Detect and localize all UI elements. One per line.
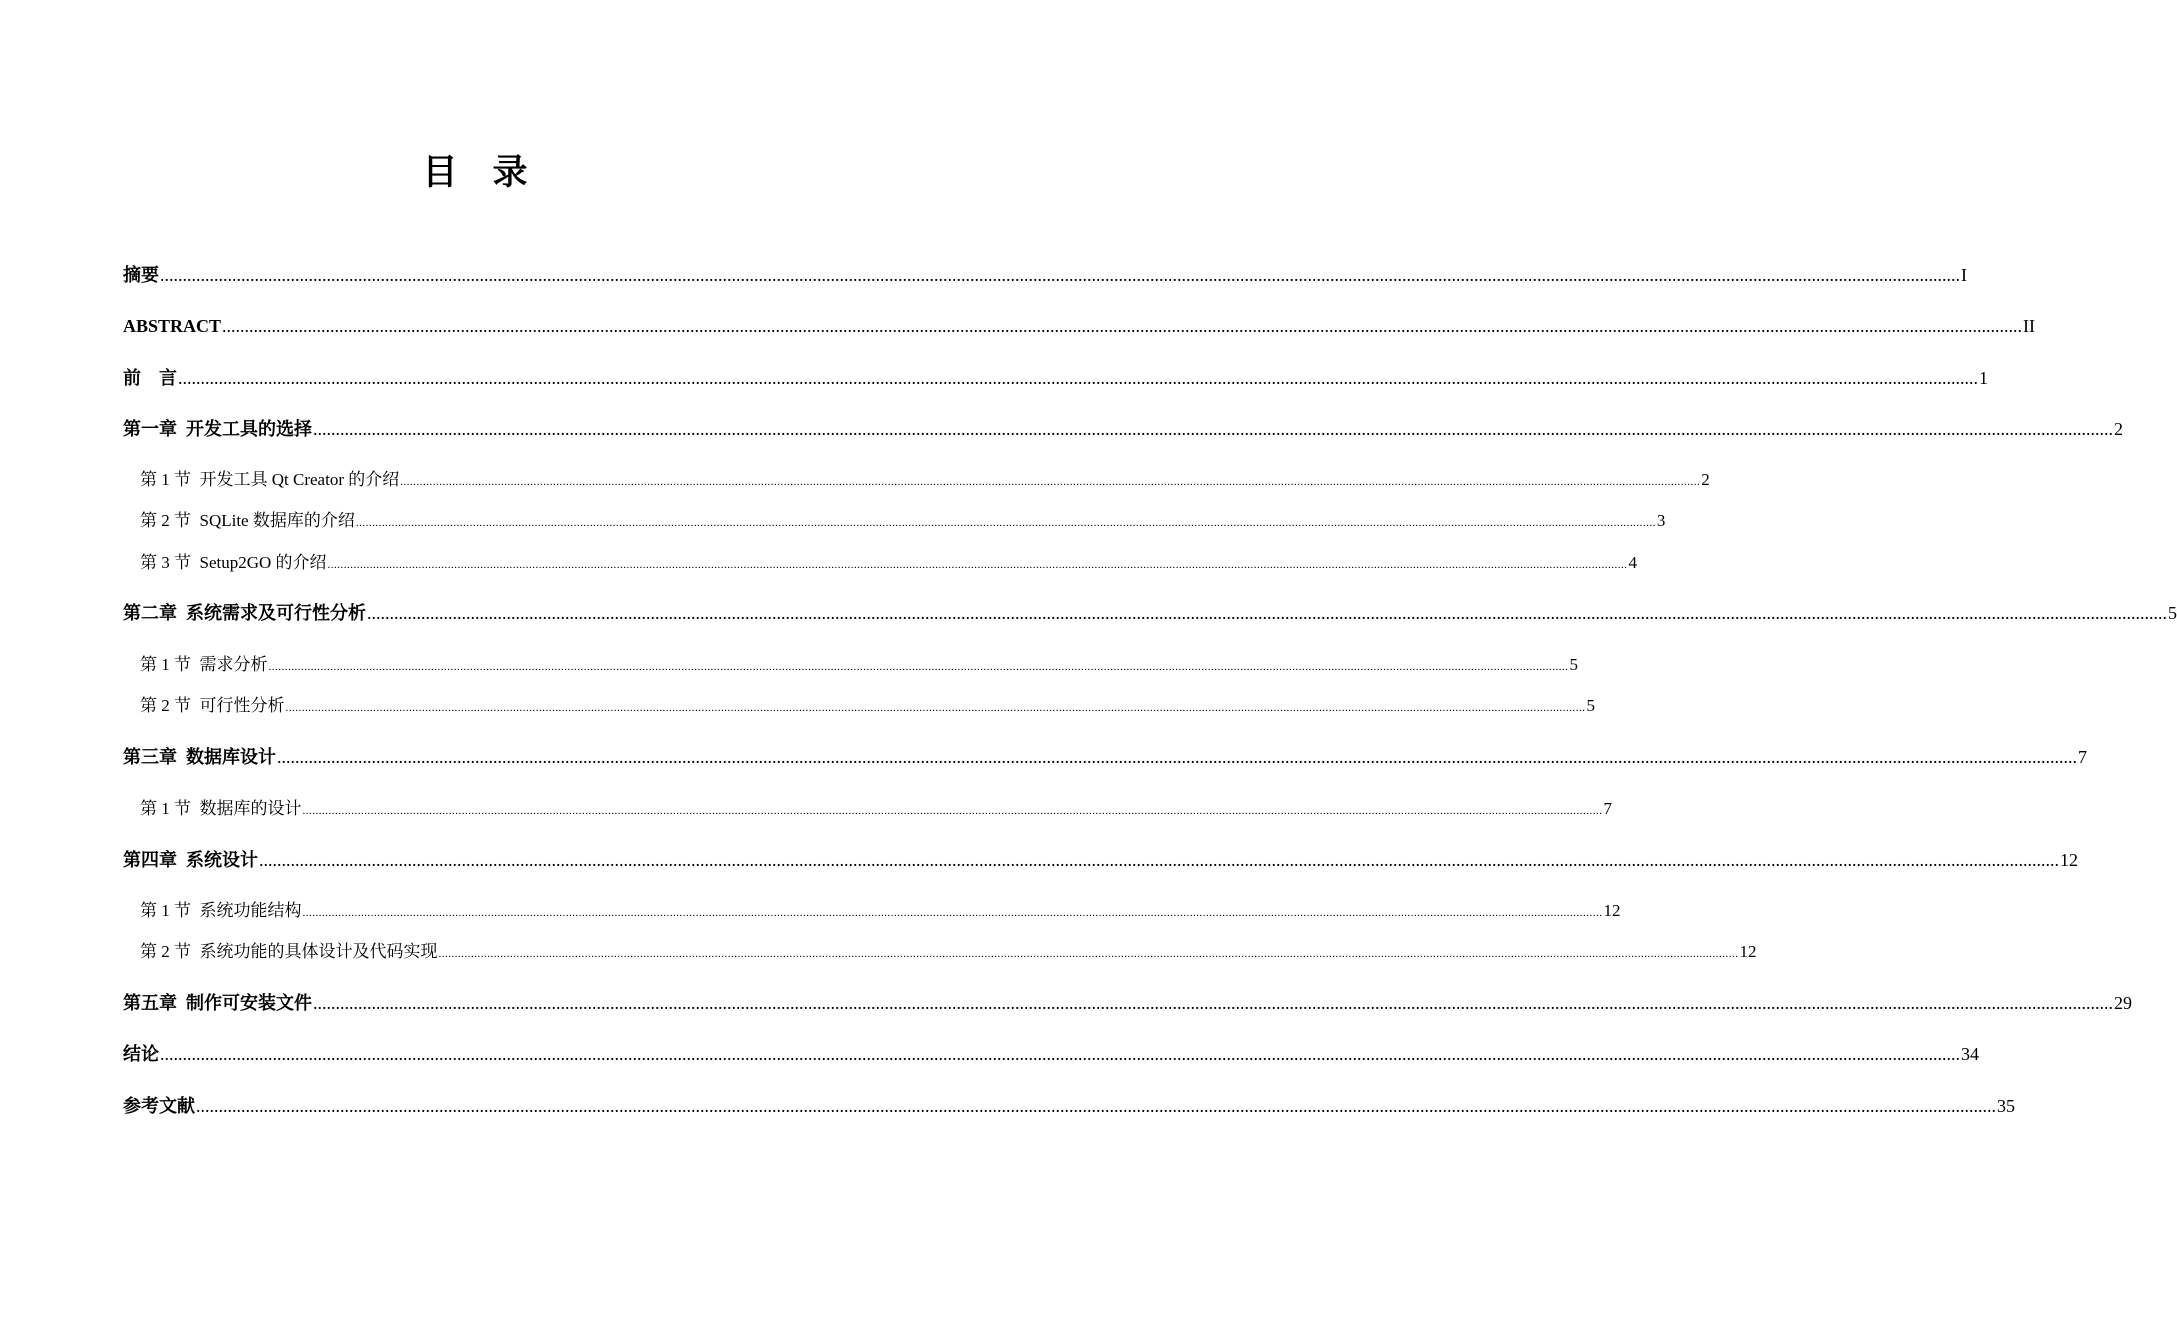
toc-entry-page: 35 xyxy=(1997,1096,2015,1116)
dot-leader: ................................................................................................................................................................................................................................................................................................................................................................................................................ xyxy=(222,316,2023,336)
toc-entry-page: 12 xyxy=(1739,942,1757,961)
dot-leader: ................................................................................................................................................................................................................................................................................................................................................................................................................ xyxy=(178,368,1978,388)
toc-entry-abstract-en[interactable] xyxy=(123,314,2036,338)
toc-entry-page: 1 xyxy=(1979,368,1988,388)
page-title: 目 录 xyxy=(422,153,528,192)
toc-entry-page: 3 xyxy=(1656,511,1666,530)
toc-entry-label: 结论 xyxy=(123,1044,159,1064)
toc-entry-chapter-1[interactable] xyxy=(123,417,2123,441)
toc-entry-page: II xyxy=(2023,316,2036,336)
toc-entry-label: 第 2 节 系统功能的具体设计及代码实现 xyxy=(140,942,438,961)
toc-entry-label: 摘要 xyxy=(123,265,159,285)
toc-entry-page: 2 xyxy=(1701,470,1710,489)
toc-entry-page: 12 xyxy=(2060,850,2078,870)
dot-leader: ................................................................................................................................................................................................................................................................................................................................................................................................................ xyxy=(160,265,1960,285)
toc-entry-label: 第 1 节 数据库的设计 xyxy=(140,799,302,818)
toc-entry-page: 4 xyxy=(1628,553,1638,572)
toc-entry-page: 34 xyxy=(1961,1044,1979,1064)
toc-entry-section-4-2[interactable] xyxy=(123,940,1757,966)
dot-leader: ................................................................................................................................................................................................................................................................................................................................................................................................................ xyxy=(327,559,1628,571)
toc-entry-page: 7 xyxy=(1603,799,1612,818)
dot-leader: ................................................................................................................................................................................................................................................................................................................................................................................................................ xyxy=(259,850,2059,870)
toc-entry-section-2-2[interactable] xyxy=(123,694,1595,720)
dot-leader: ................................................................................................................................................................................................................................................................................................................................................................................................................ xyxy=(302,907,1603,919)
toc-entry-chapter-5[interactable] xyxy=(123,991,2132,1015)
toc-entry-chapter-4[interactable] xyxy=(123,848,2078,872)
toc-entry-label: 第 1 节 需求分析 xyxy=(140,655,268,674)
toc-entry-section-2-1[interactable] xyxy=(123,653,1578,679)
toc-entry-label: 第三章 数据库设计 xyxy=(123,747,276,767)
toc-entry-label: 第二章 系统需求及可行性分析 xyxy=(123,603,366,623)
toc-entry-page: 5 xyxy=(1569,655,1578,674)
toc-entry-label: 第 2 节 SQLite 数据库的介绍 xyxy=(140,511,355,530)
dot-leader: ................................................................................................................................................................................................................................................................................................................................................................................................................ xyxy=(367,603,2167,623)
dot-leader: ................................................................................................................................................................................................................................................................................................................................................................................................................ xyxy=(196,1096,1996,1116)
toc-entry-page: 2 xyxy=(2114,419,2123,439)
dot-leader: ................................................................................................................................................................................................................................................................................................................................................................................................................ xyxy=(313,993,2113,1013)
toc-entry-page: 29 xyxy=(2114,993,2132,1013)
toc-entry-section-4-1[interactable] xyxy=(123,899,1621,925)
toc-entry-label: 第 1 节 系统功能结构 xyxy=(140,901,302,920)
dot-leader: ................................................................................................................................................................................................................................................................................................................................................................................................................ xyxy=(400,476,1701,488)
toc-entry-label: 第一章 开发工具的选择 xyxy=(123,419,312,439)
dot-leader: ................................................................................................................................................................................................................................................................................................................................................................................................................ xyxy=(285,702,1586,714)
toc-entry-label: 第 1 节 开发工具 Qt Creator 的介绍 xyxy=(140,470,400,489)
toc-entry-label: 第五章 制作可安装文件 xyxy=(123,993,312,1013)
dot-leader: ................................................................................................................................................................................................................................................................................................................................................................................................................ xyxy=(302,805,1603,817)
toc-entry-conclusion[interactable] xyxy=(123,1042,1979,1066)
dot-leader: ................................................................................................................................................................................................................................................................................................................................................................................................................ xyxy=(268,661,1569,673)
dot-leader: ................................................................................................................................................................................................................................................................................................................................................................................................................ xyxy=(355,517,1656,529)
toc-entry-label: 第 2 节 可行性分析 xyxy=(140,696,285,715)
toc-entry-label: 第 3 节 Setup2GO 的介绍 xyxy=(140,553,327,572)
toc-entry-chapter-2[interactable] xyxy=(123,601,2177,625)
toc-entry-section-1-1[interactable] xyxy=(123,468,1710,494)
toc-entry-references[interactable] xyxy=(123,1094,2015,1118)
dot-leader: ................................................................................................................................................................................................................................................................................................................................................................................................................ xyxy=(277,747,2077,767)
dot-leader: ................................................................................................................................................................................................................................................................................................................................................................................................................ xyxy=(438,948,1739,960)
toc-entry-page: I xyxy=(1961,265,1967,285)
toc-entry-label: 第四章 系统设计 xyxy=(123,850,258,870)
toc-entry-section-3-1[interactable] xyxy=(123,797,1612,823)
toc-entry-page: 7 xyxy=(2078,747,2087,767)
toc-entry-page: 12 xyxy=(1603,901,1621,920)
toc-entry-chapter-3[interactable] xyxy=(123,745,2087,769)
toc-entry-label: 前 言 xyxy=(123,368,177,388)
toc-entry-label: 参考文献 xyxy=(123,1096,195,1116)
toc-entry-section-1-3[interactable] xyxy=(123,551,1638,577)
toc-entry-label: ABSTRACT xyxy=(123,316,222,336)
toc-entry-abstract-cn[interactable] xyxy=(123,263,1967,287)
toc-entry-preface[interactable] xyxy=(123,366,1988,390)
toc-entry-section-1-2[interactable] xyxy=(123,509,1666,535)
dot-leader: ................................................................................................................................................................................................................................................................................................................................................................................................................ xyxy=(313,419,2113,439)
dot-leader: ................................................................................................................................................................................................................................................................................................................................................................................................................ xyxy=(160,1044,1960,1064)
toc-entry-page: 5 xyxy=(1586,696,1595,715)
toc-entry-page: 5 xyxy=(2168,603,2177,623)
